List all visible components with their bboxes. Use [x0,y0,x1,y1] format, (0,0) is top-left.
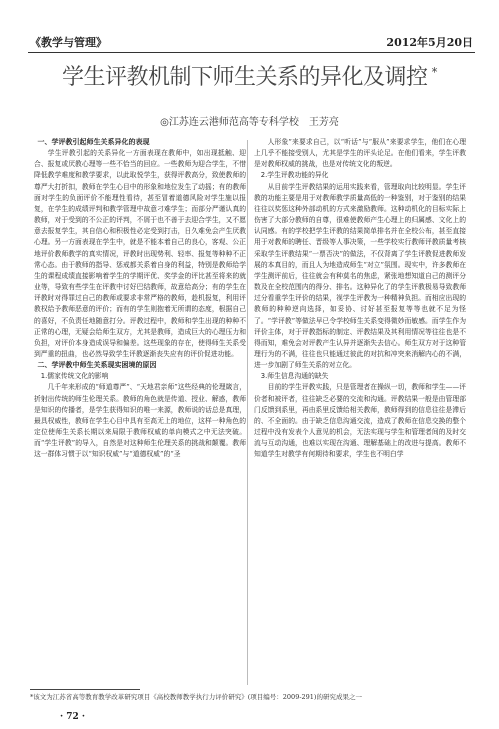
right-column [254,137,466,461]
left-column [34,137,246,461]
page-number: · 72 · [60,712,86,722]
subsection-heading: 3.师生信息沟通的缺失 [260,372,329,381]
paragraph: 目前的学生评教实践，只是管理者在操纵一切，教师和学生——评价者和被评者，往往缺乏必要的交流和沟通。评教结果一般是由管理部门反馈到系里，再由系里反馈给相关教师，教师得到的信息往往是滞后的、不全面的。由于缺乏信息沟通交流，造成了教师在信息交换的整个过程中没有发表个人意见的机会，无法实现与学生和管理者间的及时交流与互动沟通，也难以实现在沟通、理解基础上的改进与提高。教师不知道学生对教学有何期待和要求，学生也不明白学 [254,383,466,459]
author-byline: ◎江苏连云港师范高等专科学校 王芳亮 [160,117,339,128]
paragraph: 人形象”来要求自己，以“听话”与“服从”来要求学生，他们在心理上几乎不能接受别人，尤其是学生的评头论足。在他们看来，学生评教是对教师权威的挑战，也是对传统文化的叛逆。 [254,138,466,169]
article-title [0,60,499,91]
header-date: 2012年5月20日 [386,36,473,49]
subsection-heading: 2.学生评教功能的异化 [260,171,329,180]
paragraph: 从目前学生评教结果的运用实践来看，管理取向比较明显。学生评教的功能主要是用于对教师教学质量高低的一种鉴别，对于鉴别的结果往往以奖惩这种外部动机的方式来激励教师。这种动机化的目标实际上伤害了大部分教师的自尊，很难使教师产生心理上的归属感、文化上的认同感。有的学校把学生评教的结果简单排名并在全校公布，甚至直接用于对教师的聘任、晋级等人事决策，一些学校实行教师评教质量考核采取学生评教结果“一票否决”的做法，不仅背离了学生评教促进教师发展的本真目的，而且人为地造成师生“对立”氛围。现实中，许多教师在学生测评前后，往往就会有种莫名的焦虑，紧张地想知道自己的测评分数及在全校范围内的得分、排名。这种异化了的学生评教极易导致教师过分看重学生评价的结果，视学生评教为一种精神负担。而相应出现的教师的种种逆向选择，如妥协、讨好甚至报复等等也就不足为怪了。“学评教”等做法早已令学校师生关系变得微妙而敏感。而学生作为评价主体，对于评教指标的制定、评教结果及其利用情况等往往也是不得而知，难免会对评教产生认异并逐渐失去信心。师生双方对于这种管理行为的不满，往往也只能通过彼此的对抗和冲突来消解内心的不满，进一步加剧了师生关系的对立化。 [254,182,466,370]
footnote: *该文为江苏省高等教育教学改革研究项目《高校教师教学执行力评价研究》(项目编号：2009-291)的研究成果之一 [30,693,362,701]
column-divider [247,140,248,685]
subsection-heading: 1.儒家传统文化的影响 [40,372,109,381]
header-journal: 《教学与管理》 [30,36,107,49]
header-rule [28,52,475,53]
section-heading: 一、学评教引起师生关系异化的表现 [37,138,150,146]
title-text: 学生评教机制下师生关系的异化及调控 [61,65,428,90]
paragraph: 几千年来形成的“师道尊严”、“天地君亲师”这些经典的伦理箴言，折射出传统的师生伦理关系。教师的角色就是传道、授业、解惑，教师是知识的传播者，是学生获得知识的唯一来源，教师说的话总是真理，最具权威性，教师在学生心目中具有至高无上的地位，这样一种角色的定位使师生关系长期以来局限于教师权威的单向模式之中无法突破。而“学生评教”的导入，自然是对这种师生伦理关系的挑战和颠覆。教师这一群体习惯于以“知识权威”与“道德权威”的“圣 [34,383,246,459]
section-heading: 二、学评教中师生关系现实困境的原因 [37,361,157,370]
footnote-rule [30,689,140,690]
paragraph: 学生评教引起的关系异化一方面表现在教师中，如出现抵触、迎合、报复或厌教心理等一些不恰当的回应。一些教师为迎合学生，不惜降低教学难度和教学要求，以此取悦学生，获得评教高分，致使教师的尊严大打折扣，教师在学生心目中的形象和地位发生了动摇；有的教师面对学生的负面评价不能理性看待，甚至冒着道德风险对学生施以报复，在学生的成绩评判和教学管理中故意刁难学生；而部分严谨认真的教师，对于受到的不公正的评判，不屑于也不善于去迎合学生，又不愿意去报复学生，其自信心和积极性必定受到打击，日久难免会产生厌教心理。另一方面表现在学生中，就是不能本着自己的良心，客观、公正地评价教师教学的真实情况，评教时出现势利、轻率、报复等种种不正常心态。由于教师的指导、惩戒都关系着自身的利益，特别是教师给学生的课程成绩直接影响着学生的学期评优、奖学金的评比甚至将来的就业等，导致有些学生在评教中讨好巴结教师，故意给高分；有的学生在评教时对得罪过自己的教师或要求非常严格的教师，趁机报复，利用评教权给予教师恶意的评价；而有的学生则抱着无所谓的态度，根据自己的喜好，不负责任地随意打分。评教过程中，教师和学生出现的种种不正常的心理，无疑会给师生双方，尤其是教师，造成巨大的心理压力和负担，对评价本身造成误导和偏差。这些现象的存在，使得师生关系受到严重的扭曲，也必然导致学生评教逐渐丧失应有的评价促进功能。 [34,149,246,358]
title-footnote-mark: * [431,64,437,79]
